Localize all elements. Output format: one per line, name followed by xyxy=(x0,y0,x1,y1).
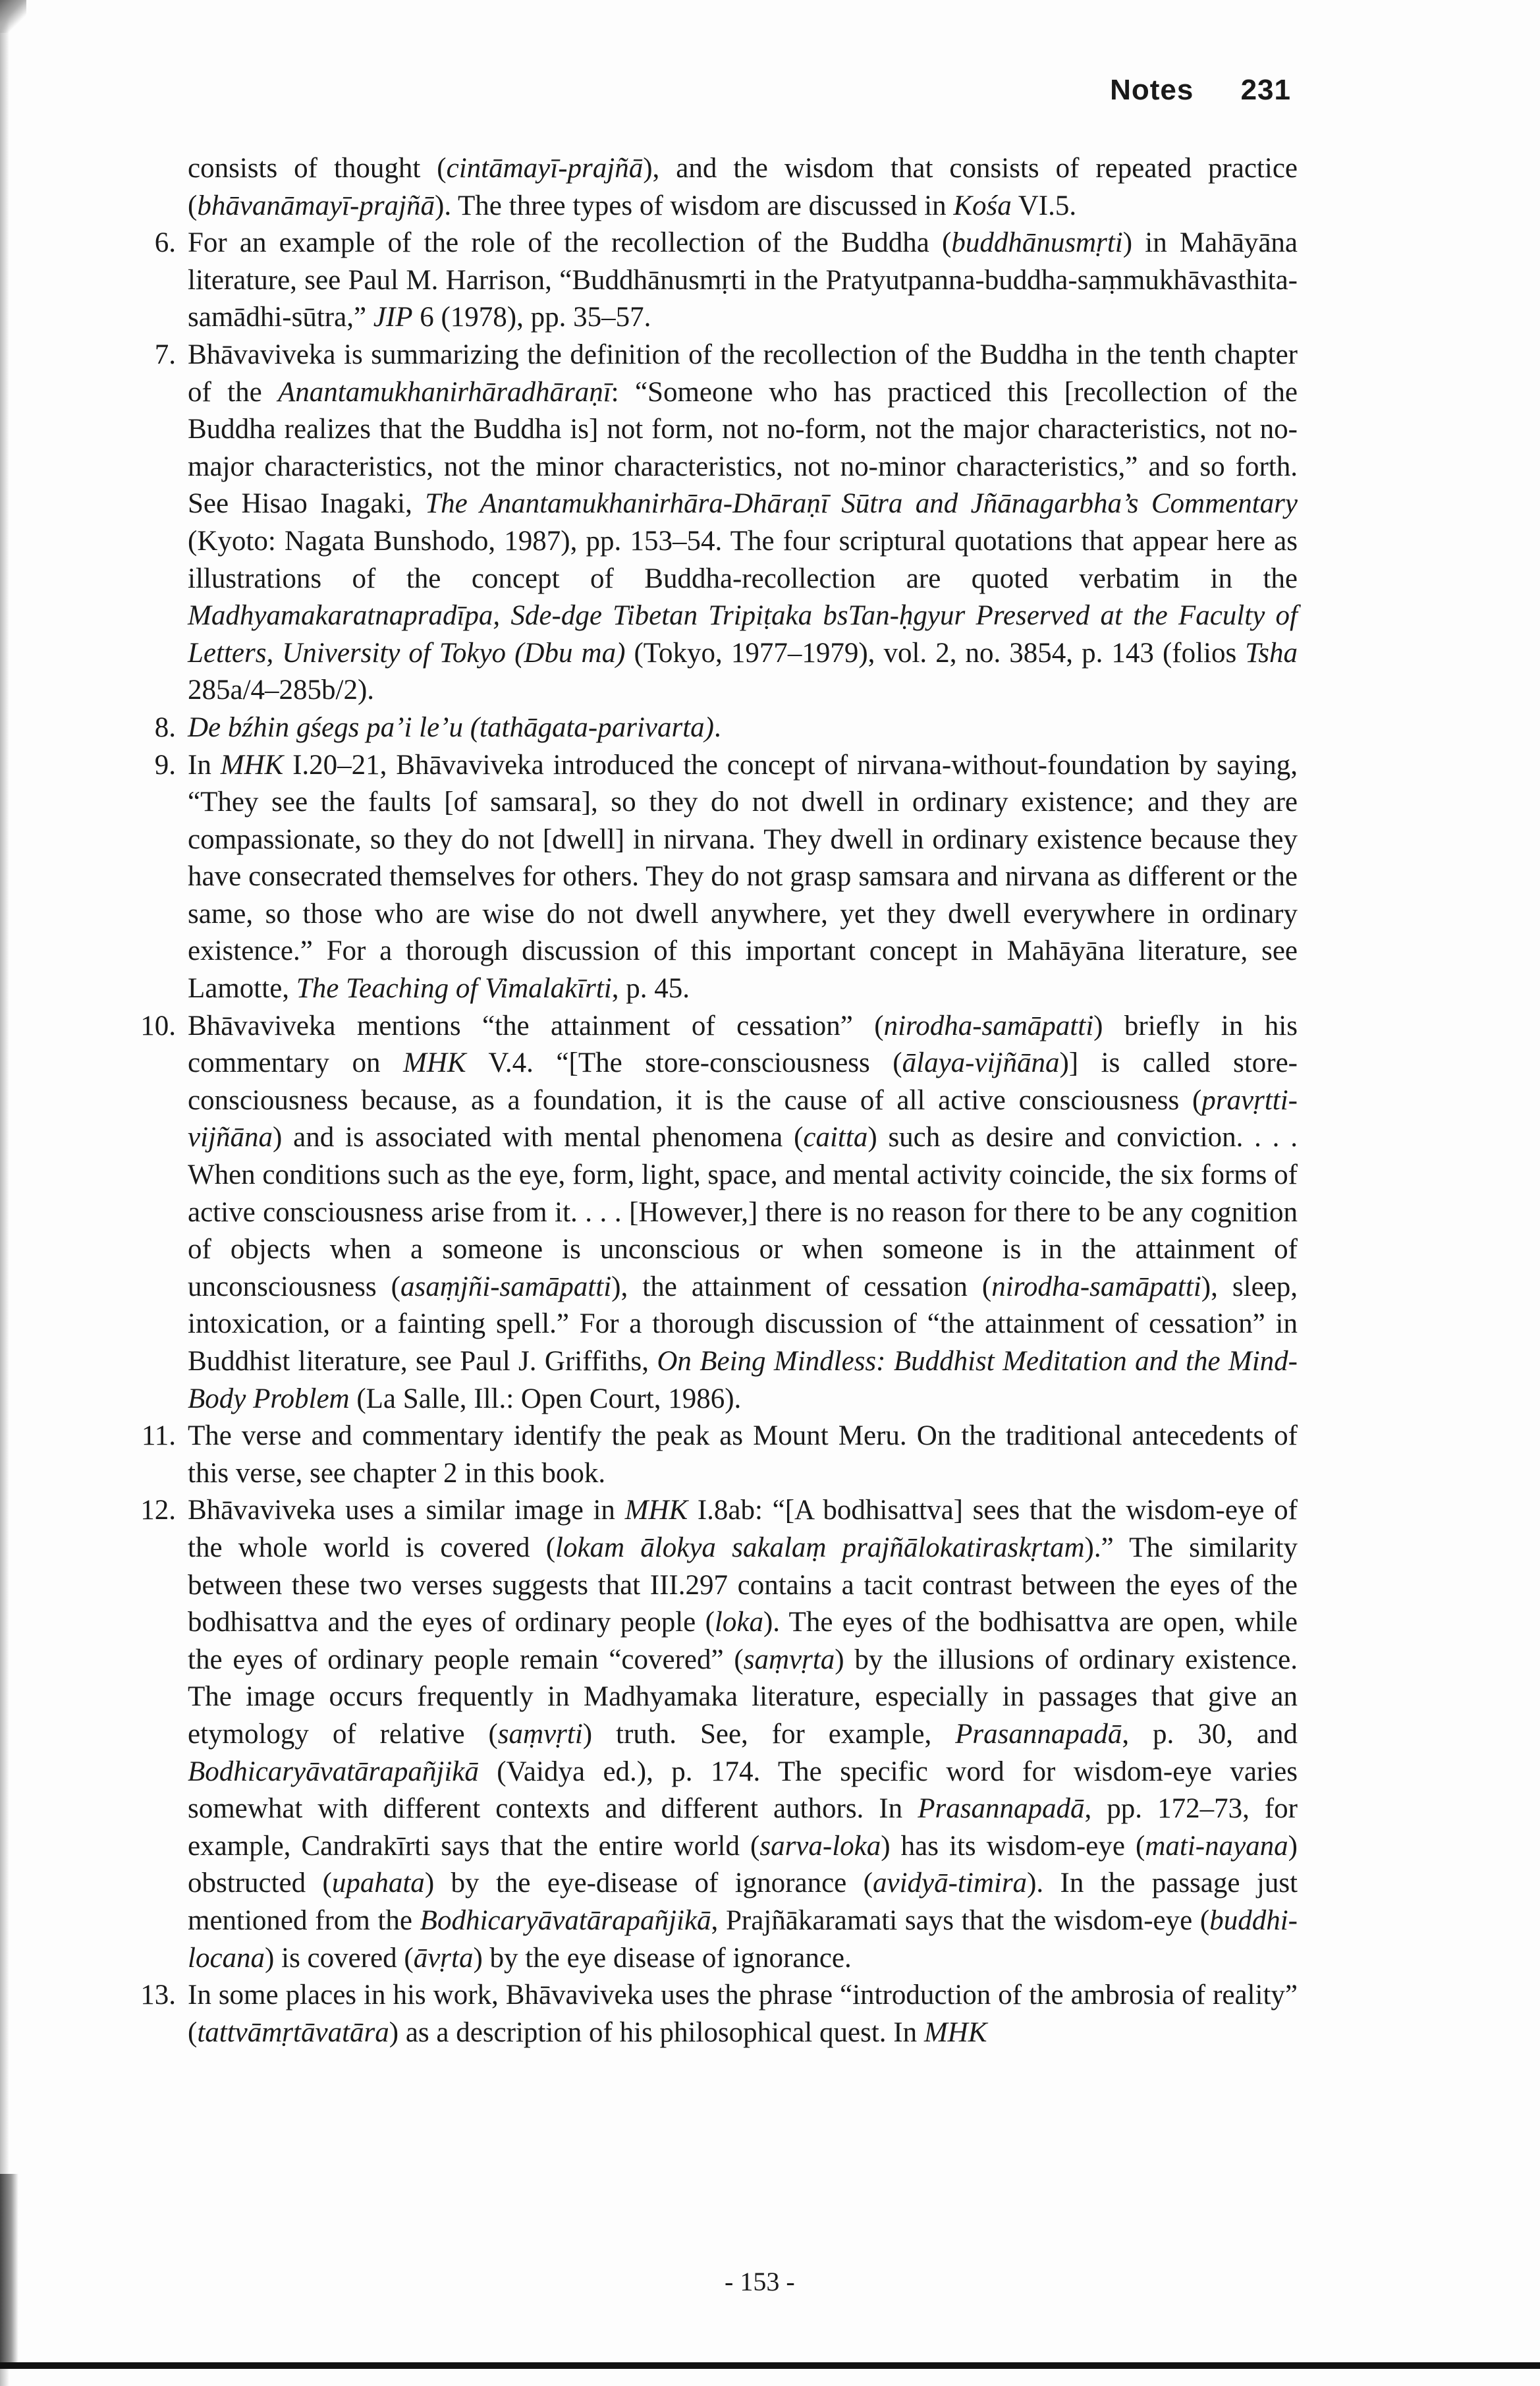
page-edge-shadow xyxy=(0,0,9,2386)
endnote-text: In some places in his work, Bhāvaviveka uses the phrase “introduction of the ambrosia of reality” (tattvāmṛtāvatāra) as a description of his philosophical quest. In MHK xyxy=(188,1980,1298,2048)
endnote-number: 10. xyxy=(140,1010,176,1041)
endnote-text: De bźhin gśegs pa’i le’u (tathāgata-parivarta). xyxy=(188,711,721,743)
endnote xyxy=(119,709,1298,747)
running-header xyxy=(1110,74,1291,107)
endnote-text: Bhāvaviveka mentions “the attainment of cessation” (nirodha-samāpatti) briefly in his commentary on MHK V.4. “[The store-consciousness (ālaya-vijñāna)] is called store-consciousness because, as a foundation, it is the cause of all active consciousness (pravṛtti-vijñāna) and is associated with mental phenomena (caitta) such as desire and conviction. . . . When conditions such as the eye, form, light, space, and mental activity coincide, the six forms of active consciousness arise from it. . . . [However,] there is no reason for there to be any cognition of objects when a someone is unconscious or when someone is in the attainment of unconsciousness (asaṃjñi-samāpatti), the attainment of cessation (nirodha-samāpatti), sleep, intoxication, or a fainting spell.” For a thorough discussion of “the attainment of cessation” in Buddhist literature, see Paul J. Griffiths, On Being Mindless: Buddhist Meditation and the Mind-Body Problem (La Salle, Ill.: Open Court, 1986). xyxy=(188,1010,1298,1414)
header-title: Notes xyxy=(1110,74,1194,106)
endnote xyxy=(119,1977,1298,2051)
endnote-text: In MHK I.20–21, Bhāvaviveka introduced the concept of nirvana-without-foundation by saying, “They see the faults [of samsara], so they do not dwell in ordinary existence; and they are compassionate, so they do not [dwell] in nirvana. They dwell in ordinary existence because they have consecrated themselves for others. They do not grasp samsara and nirvana as different or the same, so those who are wise do not dwell anywhere, yet they dwell everywhere in ordinary existence.” For a thorough discussion of this important concept in Mahāyāna literature, see Lamotte, The Teaching of Vimalakīrti, p. 45. xyxy=(188,749,1298,1005)
endnote-number: 6. xyxy=(154,227,176,259)
endnote xyxy=(119,1008,1298,1418)
endnotes-list xyxy=(119,150,1298,2051)
endnote-text: Bhāvaviveka uses a similar image in MHK I.8ab: “[A bodhisattva] sees that the wisdom-eye of the whole world is covered (lokam ālokya sakalaṃ prajñālokatiraskṛtam).” The similarity between these two verses suggests that III.297 contains a tacit contrast between the eyes of the bodhisattva and the eyes of ordinary people (loka). The eyes of the bodhisattva are open, while the eyes of ordinary people remain “covered” (saṃvṛta) by the illusions of ordinary existence. The image occurs frequently in Madhyamaka literature, especially in passages that give an etymology of relative (saṃvṛti) truth. See, for example, Prasannapadā, p. 30, and Bodhicaryāvatārapañjikā (Vaidya ed.), p. 174. The specific word for wisdom-eye varies somewhat with different contexts and different authors. In Prasannapadā, pp. 172–73, for example, Candrakīrti says that the entire world (sarva-loka) has its wisdom-eye (mati-nayana) obstructed (upahata) by the eye-disease of ignorance (avidyā-timira). In the passage just mentioned from the Bodhicaryāvatārapañjikā, Prajñākaramati says that the wisdom-eye (buddhi-locana) is covered (āvṛta) by the eye disease of ignorance. xyxy=(188,1495,1298,1974)
scan-corner-mark xyxy=(0,0,26,33)
endnote xyxy=(119,150,1298,225)
endnote-number: 11. xyxy=(141,1420,176,1452)
endnote xyxy=(119,225,1298,337)
endnote-text: For an example of the role of the recollection of the Buddha (buddhānusmṛti) in Mahāyāna literature, see Paul M. Harrison, “Buddhānusmṛti in the Pratyutpanna-buddha-saṃmukhāvasthita-samādhi-sūtra,” JIP 6 (1978), pp. 35–57. xyxy=(188,227,1298,333)
scan-binding-mark xyxy=(0,2174,18,2365)
endnote-text: consists of thought (cintāmayī-prajñā), and the wisdom that consists of repeated practice (bhāvanāmayī-prajñā). The three types of wisdom are discussed in Kośa VI.5. xyxy=(188,153,1298,221)
endnote xyxy=(119,1492,1298,1977)
footer-folio: - 153 - xyxy=(725,2267,795,2296)
endnote xyxy=(119,747,1298,1008)
endnote-text: The verse and commentary identify the peak as Mount Meru. On the traditional antecedents of this verse, see chapter 2 in this book. xyxy=(188,1420,1298,1489)
endnote xyxy=(119,337,1298,709)
endnote-number: 12. xyxy=(140,1495,176,1526)
endnote-number: 8. xyxy=(154,711,176,743)
endnote-text: Bhāvaviveka is summarizing the definition of the recollection of the Buddha in the tenth chapter of the Anantamukhanirhāradhāraṇī: “Someone who has practiced this [recollection of the Buddha realizes that the Buddha is] not form, not no-form, not the major characteristics, not no-major characteristics, not the minor characteristics, not no-minor characteristics,” and so forth. See Hisao Inagaki, The Anantamukhanirhāra-Dhāraṇī Sūtra and Jñānagarbha’s Commentary (Kyoto: Nagata Bunshodo, 1987), pp. 153–54. The four scriptural quotations that appear here as illustrations of the concept of Buddha-recollection are quoted verbatim in the Madhyamakaratnapradīpa, Sde-dge Tibetan Tripiṭaka bsTan-ḥgyur Preserved at the Faculty of Letters, University of Tokyo (Dbu ma) (Tokyo, 1977–1979), vol. 2, no. 3854, p. 143 (folios Tsha 285a/4–285b/2). xyxy=(188,339,1298,706)
endnote-number: 13. xyxy=(140,1980,176,2011)
endnote-number: 7. xyxy=(154,339,176,370)
endnote xyxy=(119,1418,1298,1492)
scan-bottom-border xyxy=(0,2362,1540,2369)
endnote-number: 9. xyxy=(154,749,176,781)
header-page-number: 231 xyxy=(1240,74,1291,106)
